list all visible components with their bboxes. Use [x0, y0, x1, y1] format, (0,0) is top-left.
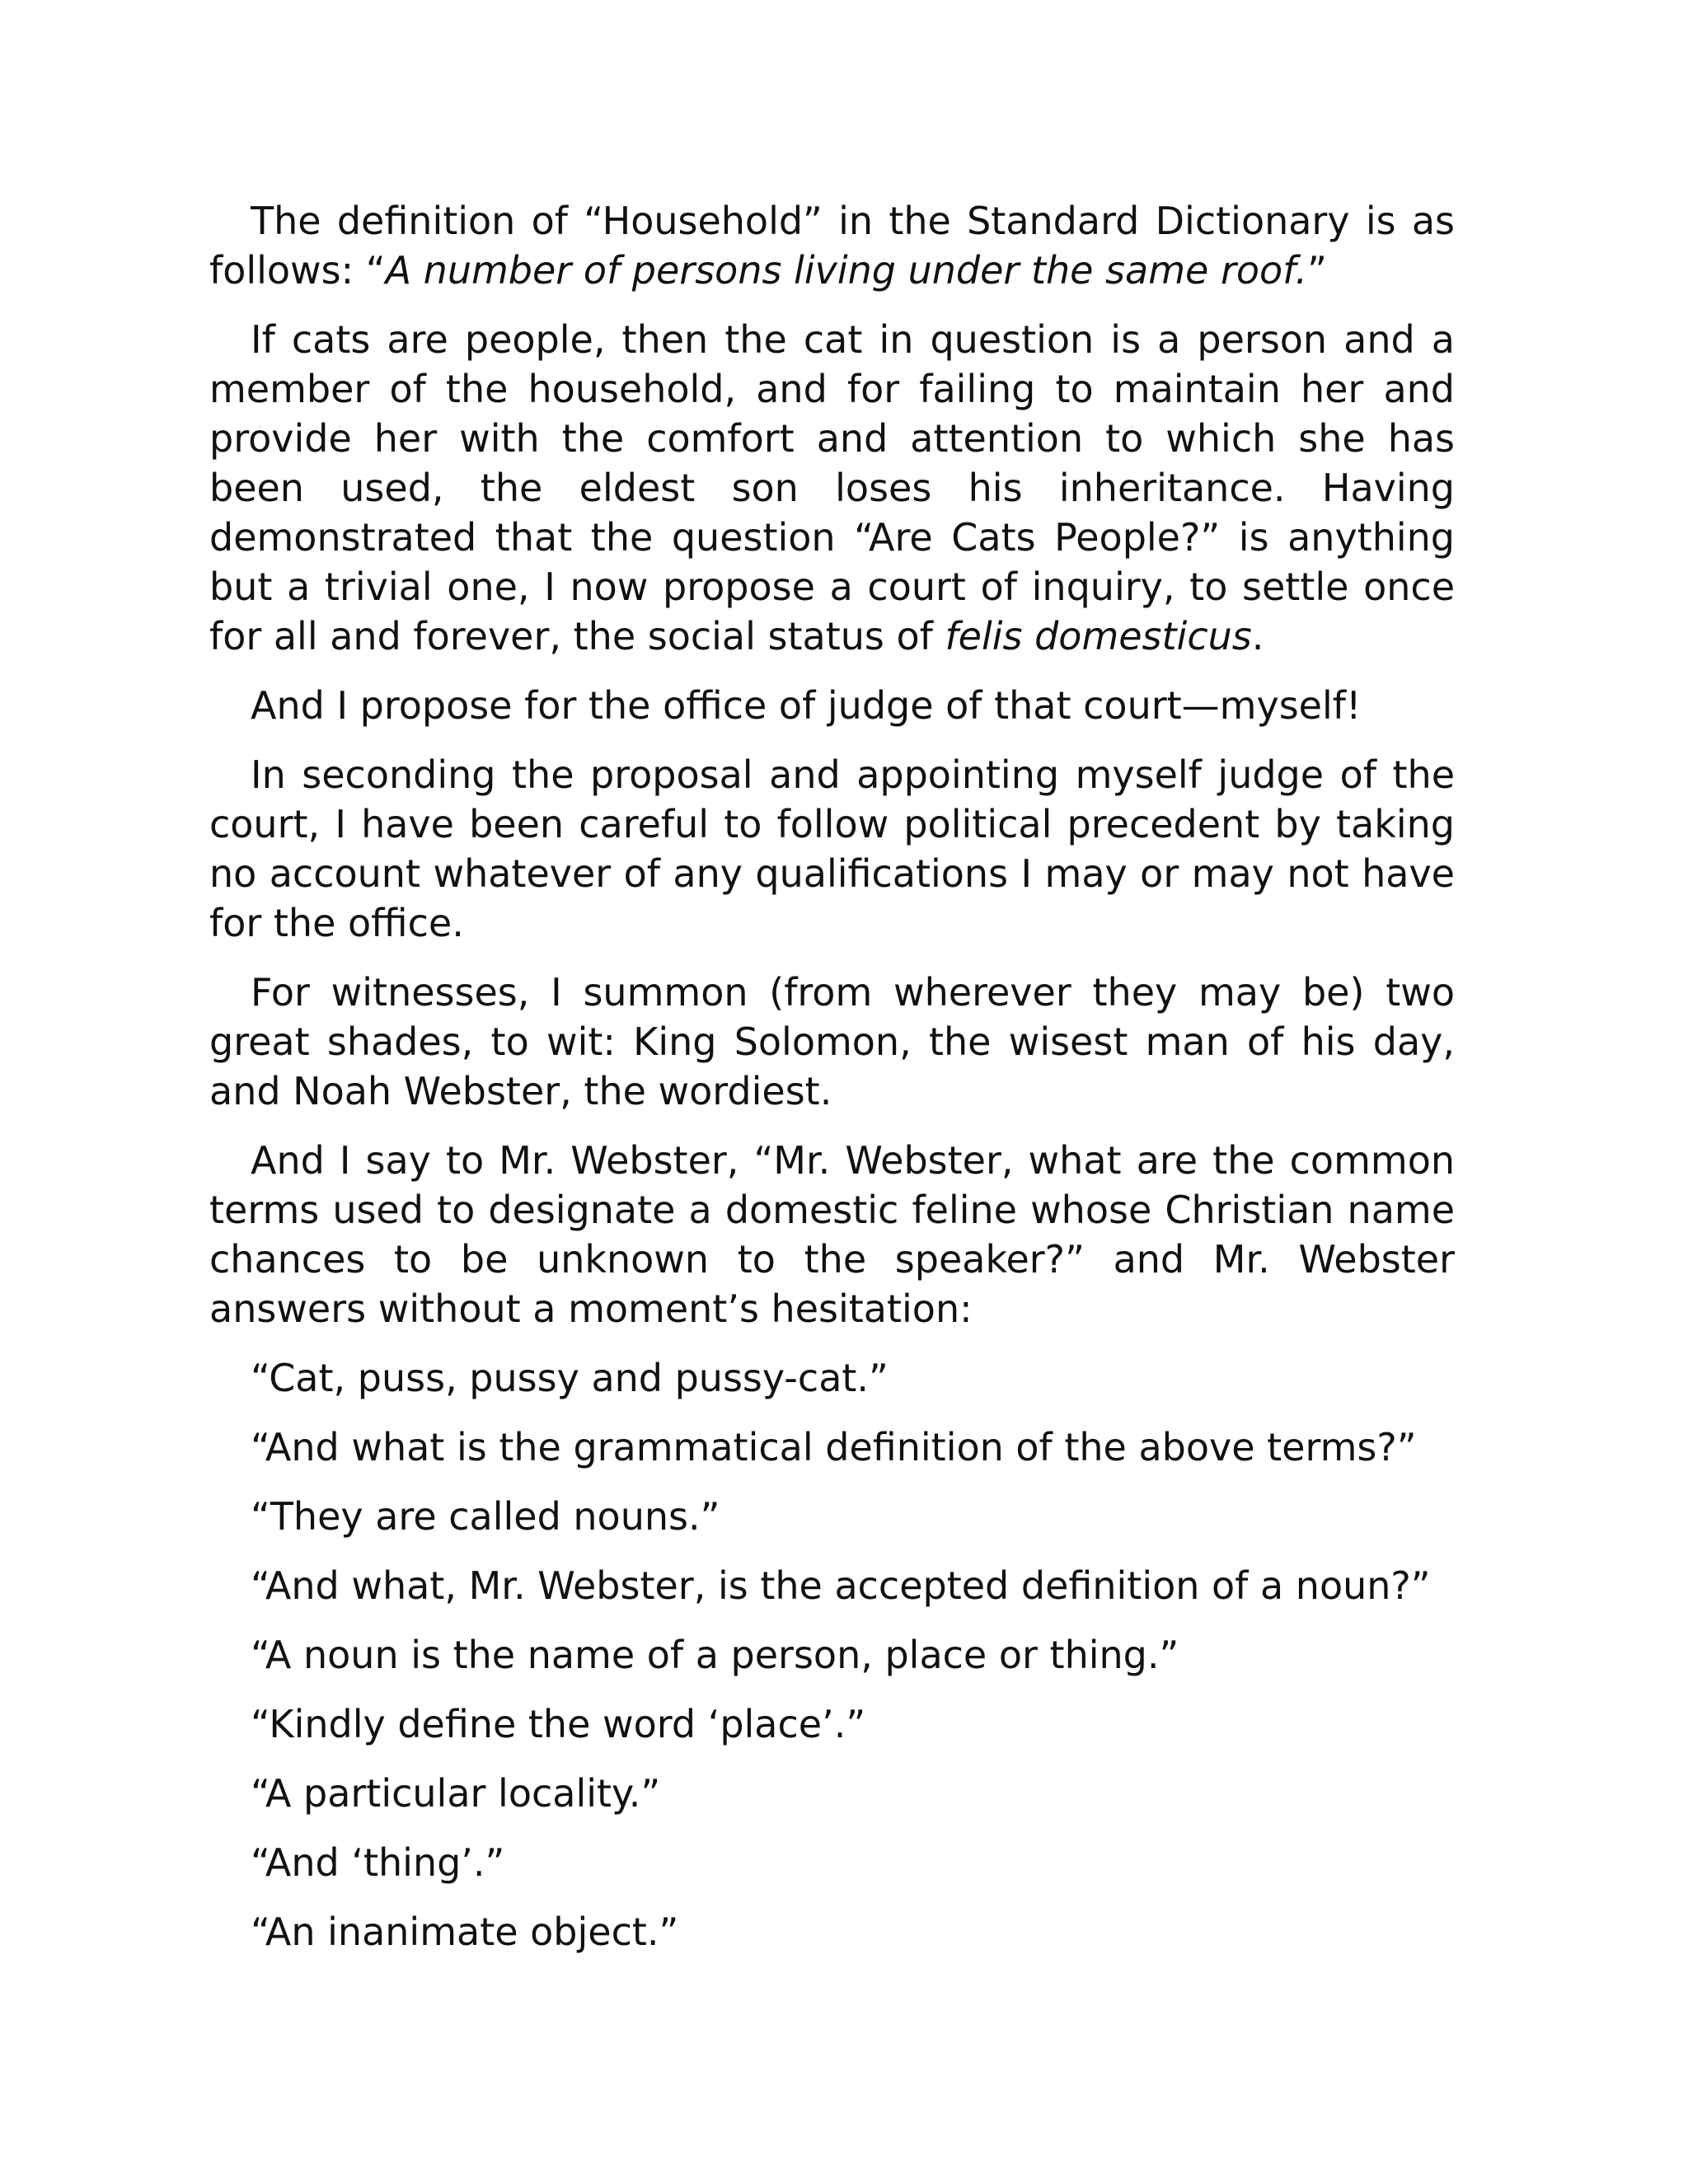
paragraph-1 — [209, 196, 1455, 295]
text-run: In seconding the proposal and appointing myself judge of the court, I have been careful to follow political precedent by taking no account whatever of any qualifications I may or may not have for the office. — [209, 752, 1455, 945]
text-run: “A noun is the name of a person, place or thing.” — [251, 1633, 1179, 1677]
page-body — [209, 196, 1455, 1976]
text-run: “A particular locality.” — [251, 1771, 661, 1816]
text-run: “And ‘thing’.” — [251, 1840, 505, 1885]
text-run: If cats are people, then the cat in question is a person and a member of the household, and for failing to maintain her and provide her with the comfort and attention to which she has been used, the eldest son loses his inheritance. Having demonstrated that the question “Are Cats People?” is anything but a trivial one, I now propose a court of inquiry, to settle once for all and forever, the social status of — [209, 317, 1455, 658]
text-run: For witnesses, I summon (from wherever they may be) two great shades, to wit: King Solomon, the wisest man of his day, and Noah Webster, the wordiest. — [209, 970, 1455, 1113]
text-run: And I propose for the office of judge of that court—myself! — [251, 683, 1362, 728]
text-run: “And what is the grammatical definition of the above terms?” — [251, 1425, 1417, 1469]
italic-text: A number of persons living under the same roof. — [385, 248, 1308, 293]
paragraph-13 — [209, 1769, 1455, 1818]
paragraph-2 — [209, 315, 1455, 661]
paragraph-11 — [209, 1630, 1455, 1680]
paragraph-7 — [209, 1353, 1455, 1403]
paragraph-9 — [209, 1492, 1455, 1541]
text-run: “An inanimate object.” — [251, 1910, 679, 1954]
paragraph-4 — [209, 750, 1455, 948]
paragraph-15 — [209, 1907, 1455, 1957]
text-run: “Kindly define the word ‘place’.” — [251, 1702, 866, 1746]
paragraph-10 — [209, 1561, 1455, 1610]
paragraph-3 — [209, 681, 1455, 730]
text-run: The definition of “Household” in the Standard Dictionary is as follows: “ — [209, 199, 1455, 293]
paragraph-14 — [209, 1838, 1455, 1887]
paragraph-8 — [209, 1422, 1455, 1472]
italic-text: felis domesticus — [945, 614, 1252, 658]
paragraph-6 — [209, 1136, 1455, 1333]
paragraph-5 — [209, 968, 1455, 1116]
paragraph-12 — [209, 1699, 1455, 1749]
text-run: “And what, Mr. Webster, is the accepted definition of a noun?” — [251, 1563, 1431, 1608]
text-run: ” — [1307, 248, 1327, 293]
text-run: “Cat, puss, pussy and pussy-cat.” — [251, 1356, 889, 1400]
text-run: “They are called nouns.” — [251, 1494, 720, 1539]
text-run: . — [1251, 614, 1264, 658]
text-run: And I say to Mr. Webster, “Mr. Webster, what are the common terms used to designate a domestic feline whose Christian name chances to be unknown to the speaker?” and Mr. Webster answers without a moment’s hesitation: — [209, 1138, 1455, 1331]
